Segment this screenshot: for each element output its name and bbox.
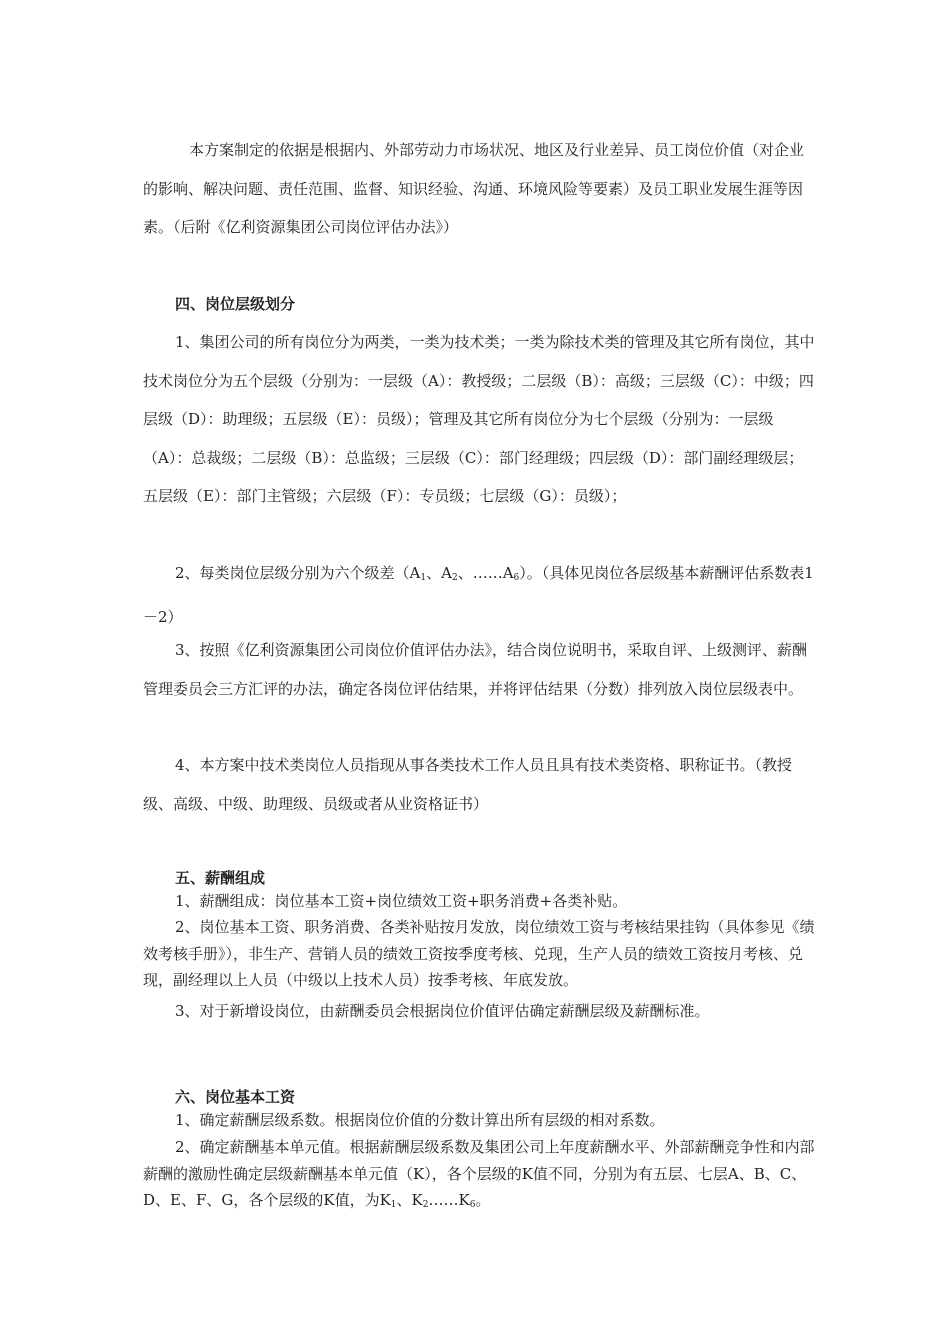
section-5-paragraph-2: 2、岗位基本工资、职务消费、各类补贴按月发放，岗位绩效工资与考核结果挂钩（具体参见《绩效考核手册》），非生产、营销人员的绩效工资按季度考核、兑现，生产人员的绩效工资按月考核、兑现，副经理以上人员（中级以上技术人员）按季考核、年底发放。 [143, 918, 815, 989]
section-4-paragraph-2: 2、每类岗位层级分别为六个级差（$A_1$、$A_2$、$\dots\dots A_6$）。（具体见岗位各层级基本薪酬评估系数表1－2） [143, 564, 814, 626]
section-4-paragraph-1: 1、集团公司的所有岗位分为两类，一类为技术类；一类为除技术类的管理及其它所有岗位，其中技术岗位分为五个层级（分别为：一层级（A）：教授级；二层级（B）：高级；三层级（C）：中级；四层级（D）：助理级；五层级（E）：员级）；管理及其它所有岗位分为七个层级（分别为：一层级（A）：总裁级；二层级（B）：总监级；三层级（C）：部门经理级；四层级（D）：部门副经理级层；五层级（E）：部门主管级；六层级（F）：专员级；七层级（G）：员级）； [143, 333, 815, 505]
section-5-paragraph-3: 3、对于新增设岗位，由薪酬委员会根据岗位价值评估确定薪酬层级及薪酬标准。 [175, 1002, 710, 1020]
section-5-paragraph-1: 1、薪酬组成：岗位基本工资+岗位绩效工资+职务消费+各类补贴。 [175, 892, 628, 910]
section-5-heading: 五、薪酬组成 [175, 869, 266, 887]
section-6-heading: 六、岗位基本工资 [175, 1088, 296, 1106]
section-6-paragraph-1: 1、确定薪酬层级系数。根据岗位价值的分数计算出所有层级的相对系数。 [175, 1111, 665, 1129]
intro-paragraph: 本方案制定的依据是根据内、外部劳动力市场状况、地区及行业差异、员工岗位价值（对企业的影响、解决问题、责任范围、监督、知识经验、沟通、环境风险等要素）及员工职业发展生涯等因素。（后附《亿利资源集团公司岗位评估办法》） [143, 141, 805, 236]
section-4-paragraph-3: 3、按照《亿利资源集团公司岗位价值评估办法》，结合岗位说明书，采取自评、上级测评、薪酬管理委员会三方汇评的办法，确定各岗位评估结果，并将评估结果（分数）排列放入岗位层级表中。 [143, 641, 808, 698]
section-4-paragraph-4: 4、本方案中技术类岗位人员指现从事各类技术工作人员且具有技术类资格、职称证书。（教授级、高级、中级、助理级、员级或者从业资格证书） [143, 756, 793, 813]
section-6-paragraph-2: 2、确定薪酬基本单元值。根据薪酬层级系数及集团公司上年度薪酬水平、外部薪酬竞争性和内部薪酬的激励性确定层级薪酬基本单元值（K），各个层级的K值不同，分别为有五层、七层A、B、C、D、E、F、G，各个层级的K值，为$K_1$、$K_2\dots\dots K_6$。 [143, 1138, 815, 1210]
section-4-heading: 四、岗位层级划分 [175, 295, 296, 313]
